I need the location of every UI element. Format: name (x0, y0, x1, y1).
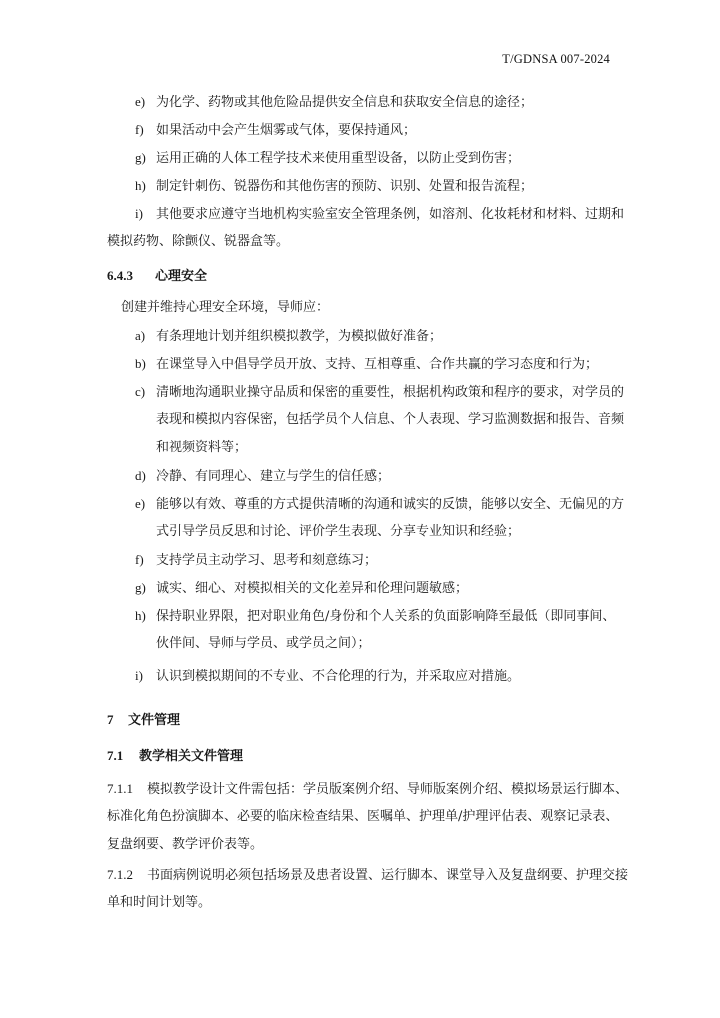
list-item-text: 冷静、有同理心、建立与学生的信任感； (156, 469, 391, 484)
clause-text: 模拟教学设计文件需包括：学员版案例介绍、导师版案例介绍、模拟场景运行脚本、 (147, 782, 629, 797)
list-item-continuation: 模拟药物、除颤仪、锐器盒等。 (107, 234, 290, 249)
list-item-text: 认识到模拟期间的不专业、不合伦理的行为，并采取应对措施。 (156, 669, 521, 684)
list-item-continuation: 和视频资料等； (156, 440, 248, 455)
list-item-g (135, 579, 468, 598)
section-title: 文件管理 (128, 713, 181, 728)
list-item-text: 有条理地计划并组织模拟教学，为模拟做好准备； (156, 329, 443, 344)
list-item-text: 在课堂导入中倡导学员开放、支持、互相尊重、合作共赢的学习态度和行为； (156, 357, 599, 372)
list-item-e (135, 93, 533, 112)
clause-continuation: 复盘纲要、教学评价表等。 (107, 837, 264, 852)
list-item-text: 能够以有效、尊重的方式提供清晰的沟通和诚实的反馈，能够以安全、无偏见的方 (156, 497, 625, 512)
list-item-label: i) (135, 206, 143, 221)
list-item-label: f) (135, 122, 144, 137)
clause-continuation: 标准化角色扮演脚本、必要的临床检查结果、医嘱单、护理单/护理评估表、观察记录表、 (107, 809, 619, 824)
section-number: 7 (107, 712, 114, 727)
list-item-f (135, 551, 377, 570)
list-item-d (135, 467, 390, 486)
list-item-g (135, 149, 520, 168)
list-item-h (135, 607, 615, 626)
clause-7-1-2 (107, 866, 628, 885)
list-item-text: 支持学员主动学习、思考和刻意练习； (156, 553, 378, 568)
list-item-c (135, 383, 624, 402)
clause-number: 7.1.2 (107, 867, 133, 882)
clause-7-1-1 (107, 780, 628, 799)
list-item-label: e) (135, 94, 146, 109)
section-title: 心理安全 (155, 269, 208, 284)
list-item-label: h) (135, 608, 146, 623)
list-item-label: b) (135, 356, 146, 371)
document-code: T/GDNSA 007-2024 (502, 52, 610, 66)
list-item-label: g) (135, 150, 146, 165)
list-item-label: d) (135, 468, 146, 483)
list-item-label: c) (135, 384, 146, 399)
list-item-a (135, 327, 442, 346)
list-item-text: 运用正确的人体工程学技术来使用重型设备，以防止受到伤害； (156, 151, 521, 166)
list-item-label: h) (135, 178, 146, 193)
list-item-e (135, 495, 624, 514)
list-item-text: 如果活动中会产生烟雾或气体，要保持通风； (156, 123, 417, 138)
list-item-i (135, 667, 520, 686)
section-heading-6-4-3 (107, 267, 207, 286)
list-item-f (135, 121, 416, 140)
list-item-label: e) (135, 496, 146, 511)
list-item-label: a) (135, 328, 146, 343)
list-item-text: 诚实、细心、对模拟相关的文化差异和伦理问题敏感； (156, 581, 469, 596)
list-item-label: f) (135, 552, 144, 567)
clause-number: 7.1.1 (107, 781, 133, 796)
section-number: 7.1 (107, 748, 124, 763)
list-item-label: g) (135, 580, 146, 595)
list-item-b (135, 355, 598, 374)
list-item-text: 保持职业界限，把对职业角色/身份和个人关系的负面影响降至最低（即同事间、 (156, 609, 616, 624)
list-item-text: 制定针刺伤、锐器伤和其他伤害的预防、识别、处置和报告流程； (156, 179, 534, 194)
list-item-text: 为化学、药物或其他危险品提供安全信息和获取安全信息的途径； (156, 95, 534, 110)
clause-text: 书面病例说明必须包括场景及患者设置、运行脚本、课堂导入及复盘纲要、护理交接 (147, 868, 629, 883)
list-item-text: 清晰地沟通职业操守品质和保密的重要性，根据机构政策和程序的要求，对学员的 (156, 385, 625, 400)
section-heading-7-1 (107, 747, 243, 766)
list-item-continuation: 表现和模拟内容保密，包括学员个人信息、个人表现、学习监测数据和报告、音频 (156, 412, 625, 427)
list-item-i (135, 205, 624, 224)
section-intro: 创建并维持心理安全环境，导师应： (121, 300, 330, 315)
section-title: 教学相关文件管理 (139, 749, 244, 764)
clause-continuation: 单和时间计划等。 (107, 895, 212, 910)
list-item-h (135, 177, 533, 196)
list-item-text: 其他要求应遵守当地机构实验室安全管理条例，如溶剂、化妆耗材和材料、过期和 (156, 207, 625, 222)
list-item-continuation: 式引导学员反思和讨论、评价学生表现、分享专业知识和经验； (156, 524, 521, 539)
section-number: 6.4.3 (107, 268, 133, 283)
list-item-continuation: 伙伴间、导师与学员、或学员之间）； (156, 636, 371, 651)
section-heading-7 (107, 711, 180, 730)
list-item-label: i) (135, 668, 143, 683)
